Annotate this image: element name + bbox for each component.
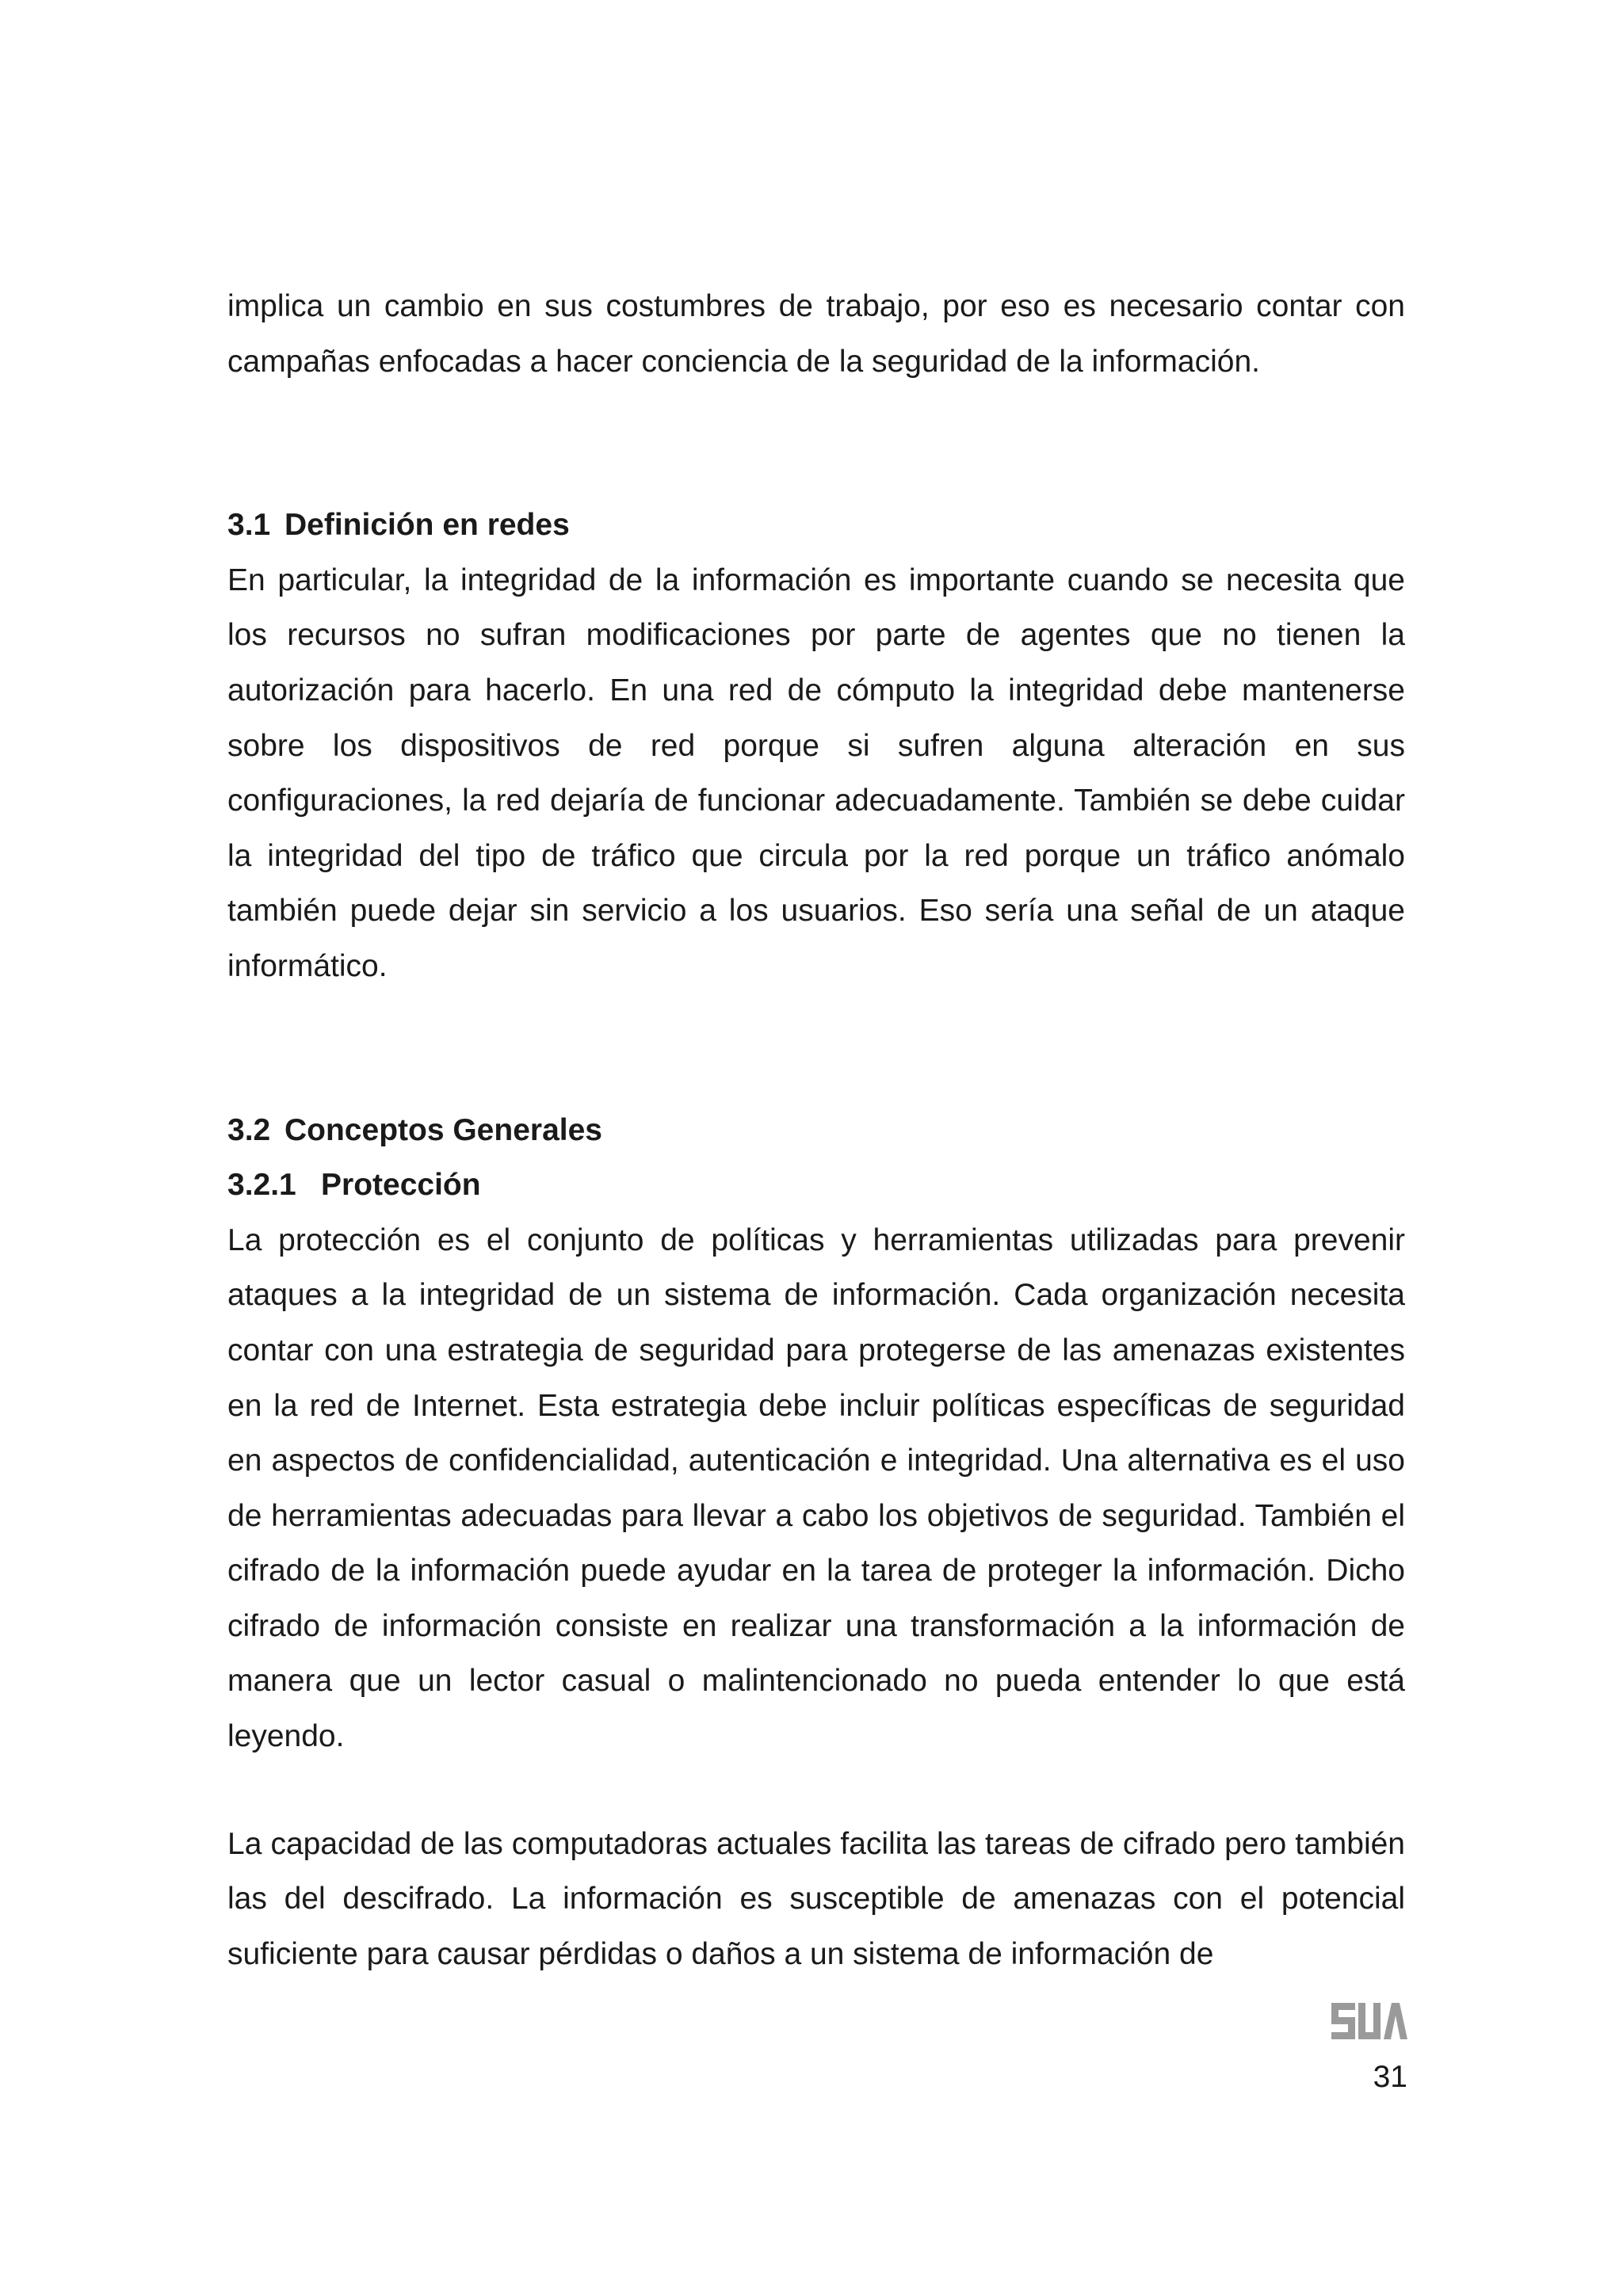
spacer bbox=[227, 1764, 1405, 1817]
subsection-heading-3-2-1 bbox=[227, 1158, 1405, 1213]
page-number: 31 bbox=[1373, 2060, 1407, 2094]
section-heading-3-1 bbox=[227, 498, 1405, 553]
intro-paragraph: implica un cambio en sus costumbres de trabajo, por eso es necesario contar con campañas enfocadas a hacer conciencia de la seguridad de la información. bbox=[227, 289, 1405, 379]
section-title: Definición en redes bbox=[285, 508, 570, 543]
section-number: 3.1 bbox=[227, 508, 271, 543]
subsection-number: 3.2.1 bbox=[227, 1168, 296, 1203]
section-title: Conceptos Generales bbox=[285, 1112, 602, 1147]
subsection-title: Protección bbox=[321, 1168, 481, 1203]
subsection-3-2-1-paragraph-1: La protección es el conjunto de políticas y herramientas utilizadas para prevenir ataques a la integridad de un sistema de información. Cada organización necesita contar con una estrategia de seguridad para protegerse de las amenazas existentes en la red de Internet. Esta estrategia debe incluir políticas específicas de seguridad en aspectos de confidencialidad, autenticación e integridad. Una alternativa es el uso de herramientas adecuadas para llevar a cabo los objetivos de seguridad. También el cifrado de la información puede ayudar en la tarea de proteger la información. Dicho cifrado de información consiste en realizar una transformación a la información de manera que un lector casual o malintencionado no pueda entender lo que está leyendo. bbox=[227, 1222, 1405, 1754]
subsection-3-2-1-paragraph-2: La capacidad de las computadoras actuales facilita las tareas de cifrado pero también las del descifrado. La información es susceptible de amenazas con el potencial suficiente para causar pérdidas o daños a un sistema de información de bbox=[227, 1826, 1405, 1971]
spacer bbox=[227, 389, 1405, 498]
spacer bbox=[227, 994, 1405, 1103]
section-3-1-paragraph: En particular, la integridad de la información es importante cuando se necesita que los recursos no sufran modificaciones por parte de agentes que no tienen la autorización para hacerlo. En una red de cómputo la integridad debe mantenerse sobre los dispositivos de red porque si sufren alguna alteración en sus configuraciones, la red dejaría de funcionar adecuadamente. También se debe cuidar la integridad del tipo de tráfico que circula por la red porque un tráfico anómalo también puede dejar sin servicio a los usuarios. Eso sería una señal de un ataque informático. bbox=[227, 563, 1405, 983]
sua-logo-icon bbox=[1331, 2001, 1407, 2041]
section-number: 3.2 bbox=[227, 1112, 271, 1147]
section-heading-3-2 bbox=[227, 1103, 1405, 1158]
document-page bbox=[227, 279, 1405, 1981]
